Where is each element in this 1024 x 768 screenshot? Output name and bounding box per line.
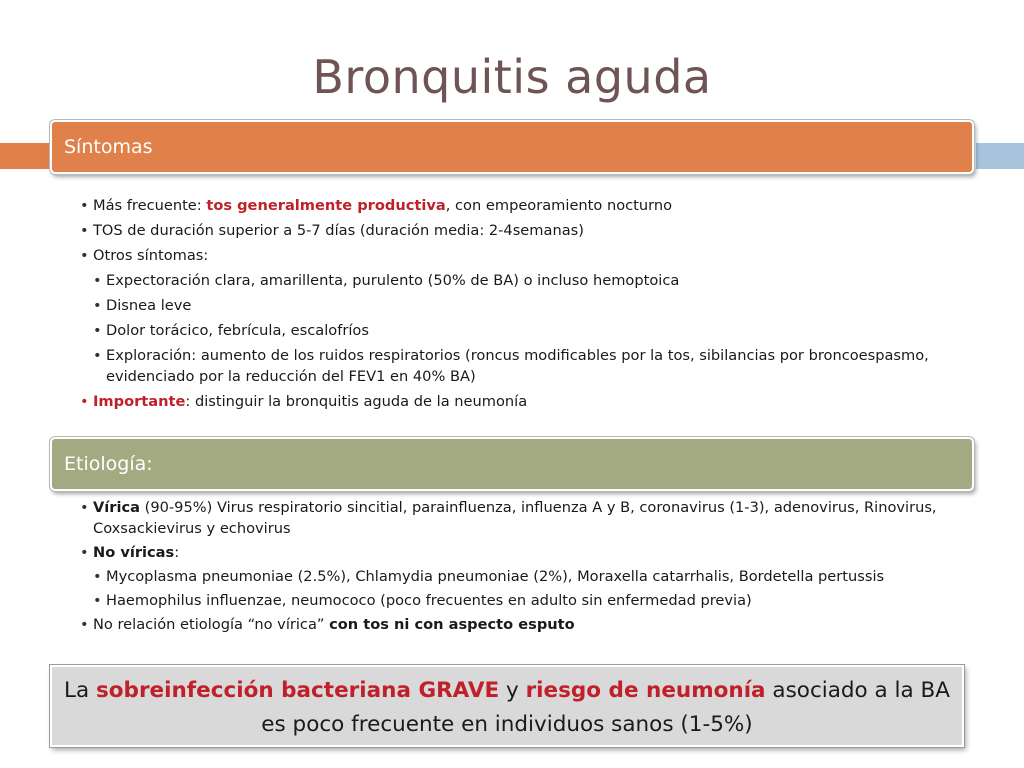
- etiologia-header: [50, 437, 974, 491]
- etiologia-sub-mycoplasma: • Mycoplasma pneumoniae (2.5%), Chlamydia pneumoniae (2%), Moraxella catarrhalis, Bordetella pertussis: [93, 566, 960, 587]
- decorative-bar-right: [976, 143, 1024, 169]
- sintomas-item-otros: • Otros síntomas:: [80, 245, 960, 266]
- sintomas-sub-expectoracion: • Expectoración clara, amarillenta, purulento (50% de BA) o incluso hemoptoica: [93, 270, 960, 291]
- etiologia-item-no-relacion: • No relación etiología “no vírica” con tos ni con aspecto esputo: [80, 614, 960, 635]
- sintomas-item-duracion: • TOS de duración superior a 5-7 días (duración media: 2-4semanas): [80, 220, 960, 241]
- highlight-importante: Importante: [93, 393, 186, 410]
- highlight-sobreinfeccion: sobreinfección bacteriana GRAVE: [95, 678, 500, 703]
- highlight-riesgo-neumonia: riesgo de neumonía: [525, 678, 766, 703]
- etiologia-item-virica: • Vírica (90-95%) Virus respiratorio sincitial, parainfluenza, influenza A y B, coronavirus (1-3), adenovirus, Rinovirus, Coxsackievirus y echovirus: [80, 497, 960, 539]
- slide-title: Bronquitis aguda: [312, 50, 712, 104]
- sintomas-header-label: Síntomas: [64, 136, 153, 158]
- sintomas-sub-dolor: • Dolor torácico, febrícula, escalofríos: [93, 320, 960, 341]
- decorative-bar-left: [0, 143, 50, 169]
- sintomas-item-frecuente: • Más frecuente: tos generalmente productiva, con empeoramiento nocturno: [80, 195, 960, 216]
- callout-box: La sobreinfección bacteriana GRAVE y riesgo de neumonía asociado a la BA es poco frecuente en individuos sanos (1-5%): [50, 665, 964, 747]
- highlight-tos-productiva: tos generalmente productiva: [206, 197, 446, 214]
- sintomas-sub-disnea: • Disnea leve: [93, 295, 960, 316]
- sintomas-item-importante: • Importante: distinguir la bronquitis aguda de la neumonía: [80, 391, 960, 412]
- etiologia-sub-haemophilus: • Haemophilus influenzae, neumococo (poco frecuentes en adulto sin enfermedad previa): [93, 590, 960, 611]
- etiologia-header-label: Etiología:: [64, 453, 153, 475]
- etiologia-item-no-viricas: • No víricas:: [80, 542, 960, 563]
- sintomas-sub-exploracion: • Exploración: aumento de los ruidos respiratorios (roncus modificables por la tos, sibilancias por broncoespasmo, evidenciado por la reducción del FEV1 en 40% BA): [93, 345, 960, 387]
- sintomas-list: [80, 195, 960, 416]
- sintomas-header: [50, 120, 974, 174]
- etiologia-list: [80, 497, 960, 638]
